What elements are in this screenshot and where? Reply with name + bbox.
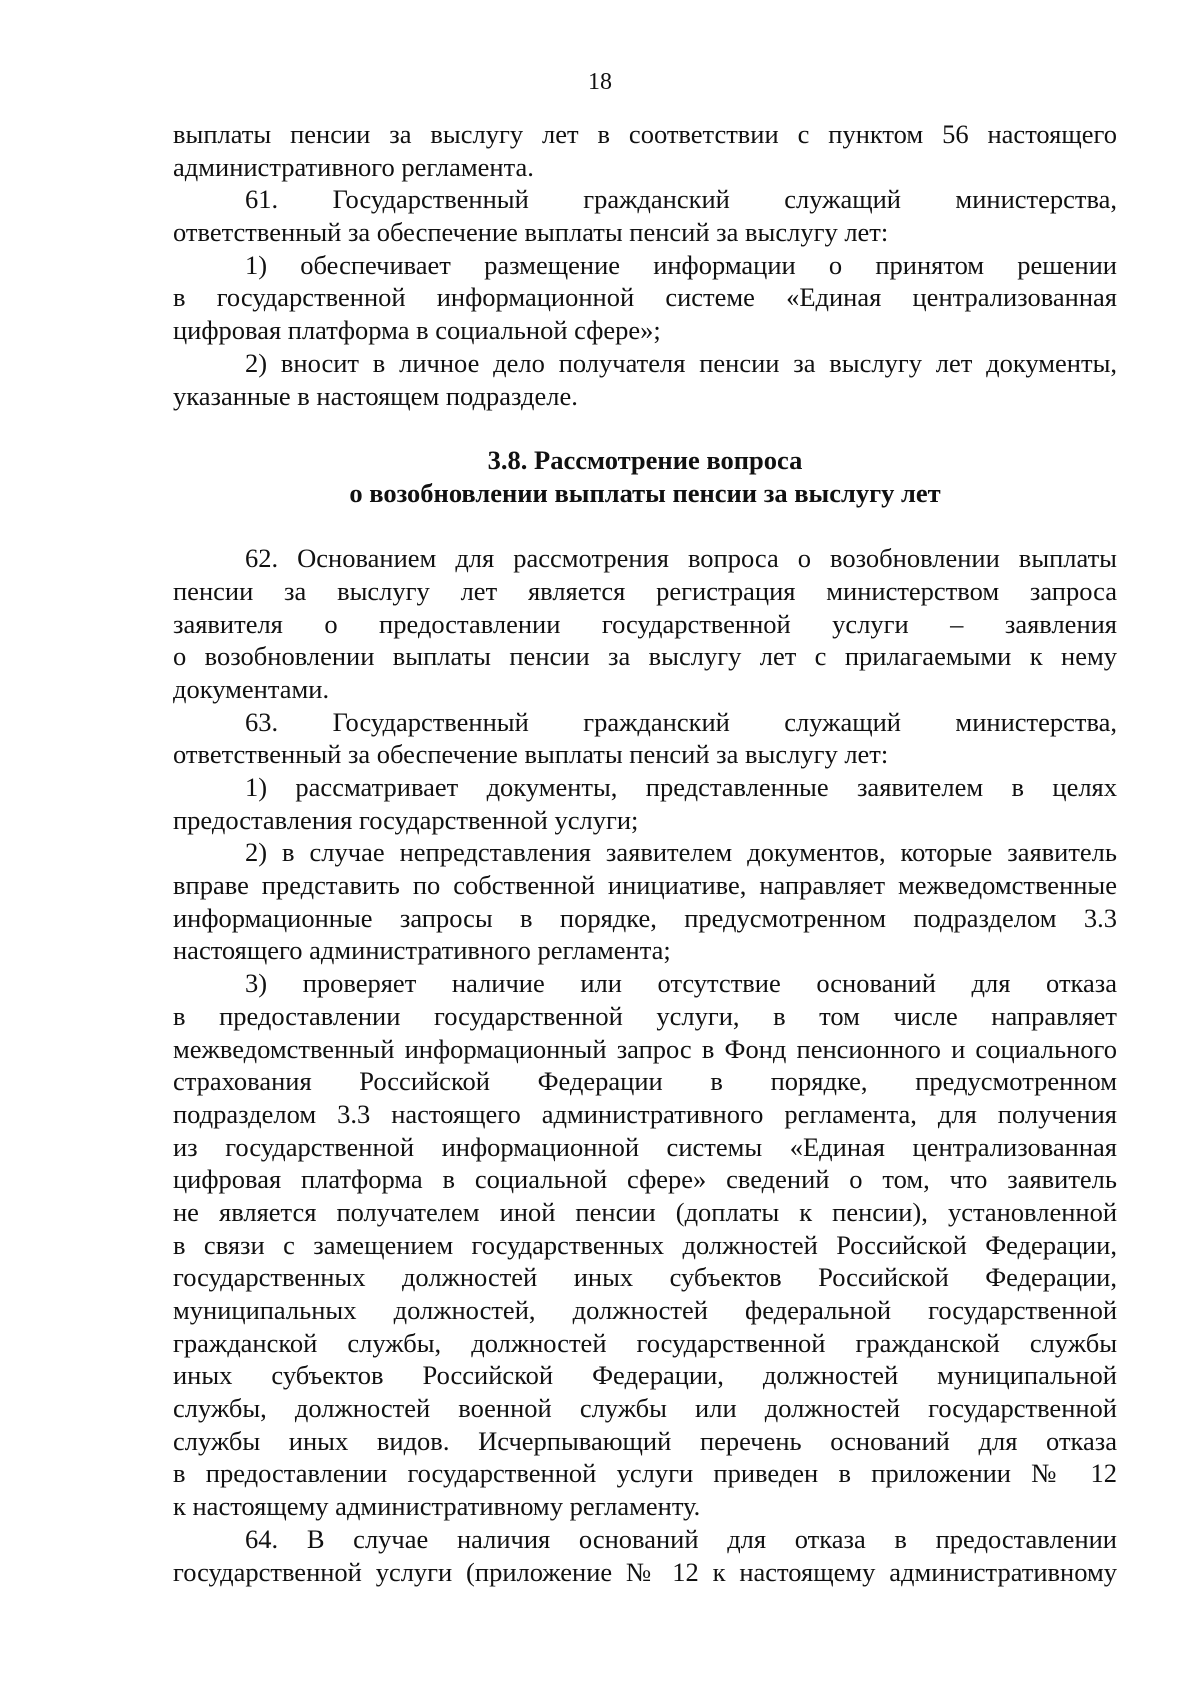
text-line: заявителя о предоставлении государственной услуги – заявления	[173, 608, 1117, 639]
text-line: документами.	[173, 673, 330, 704]
text-line: 64. В случае наличия оснований для отказа в предоставлении	[245, 1523, 1117, 1554]
text-line: в государственной информационной системе «Единая централизованная	[173, 282, 1117, 313]
text-line: в предоставлении государственной услуги, в том числе направляет	[173, 1000, 1117, 1031]
text-line: подразделом 3.3 настоящего административного регламента, для получения	[173, 1098, 1117, 1129]
text-line: о возобновлении выплаты пенсии за выслугу лет с прилагаемыми к нему	[173, 641, 1117, 672]
text-line: административного регламента.	[173, 151, 534, 182]
text-line: в связи с замещением государственных должностей Российской Федерации,	[173, 1229, 1117, 1260]
text-line: 2) вносит в личное дело получателя пенсии за выслугу лет документы,	[245, 347, 1117, 378]
text-line: информационные запросы в порядке, предусмотренном подразделом 3.3	[173, 902, 1117, 933]
paragraph-63-item-1	[173, 771, 1117, 836]
text-line: межведомственный информационный запрос в Фонд пенсионного и социального	[173, 1033, 1117, 1064]
text-line: государственных должностей иных субъектов Российской Федерации,	[173, 1262, 1117, 1293]
page-number: 18	[588, 69, 612, 95]
spacer	[173, 510, 1117, 542]
text-line: настоящего административного регламента;	[173, 935, 671, 966]
text-line: ответственный за обеспечение выплаты пенсий за выслугу лет:	[173, 217, 889, 248]
text-line: 1) обеспечивает размещение информации о принятом решении	[245, 249, 1117, 280]
text-line: цифровая платформа в социальной сфере»;	[173, 315, 661, 346]
paragraph-61-item-1	[173, 249, 1117, 347]
text-line: в предоставлении государственной услуги приведен в приложении № 12	[173, 1458, 1117, 1489]
text-line: из государственной информационной системы «Единая централизованная	[173, 1131, 1117, 1162]
text-line: гражданской службы, должностей государственной гражданской службы	[173, 1327, 1117, 1358]
text-line: службы, должностей военной службы или должностей государственной	[173, 1393, 1117, 1424]
text-line: выплаты пенсии за выслугу лет в соответствии с пунктом 56 настоящего	[173, 119, 1117, 149]
paragraph-63-item-2	[173, 836, 1117, 967]
text-line: пенсии за выслугу лет является регистрация министерством запроса	[173, 575, 1117, 606]
text-line: указанные в настоящем подразделе.	[173, 380, 578, 411]
text-line: 61. Государственный гражданский служащий министерства,	[245, 184, 1117, 215]
text-line: 2) в случае непредставления заявителем документов, которые заявитель	[245, 837, 1117, 868]
text-line: муниципальных должностей, должностей федеральной государственной	[173, 1295, 1117, 1325]
paragraph-61	[173, 183, 1117, 248]
document-body	[173, 118, 1117, 1588]
heading-line: о возобновлении выплаты пенсии за выслугу лет	[349, 478, 941, 509]
paragraph-63	[173, 706, 1117, 771]
text-line: 62. Основанием для рассмотрения вопроса о возобновлении выплаты	[245, 543, 1117, 574]
text-line: государственной услуги (приложение № 12 к настоящему административному	[173, 1556, 1117, 1587]
text-line: предоставления государственной услуги;	[173, 804, 639, 835]
heading-line: 3.8. Рассмотрение вопроса	[487, 445, 803, 476]
paragraph-64	[173, 1523, 1117, 1588]
text-line: цифровая платформа в социальной сфере» сведений о том, что заявитель	[173, 1164, 1117, 1195]
text-line: вправе представить по собственной инициативе, направляет межведомственные	[173, 870, 1117, 901]
text-line: 1) рассматривает документы, представленные заявителем в целях	[245, 772, 1117, 802]
text-line: страхования Российской Федерации в порядке, предусмотренном	[173, 1066, 1117, 1097]
spacer	[173, 412, 1117, 444]
text-line: 63. Государственный гражданский служащий министерства,	[245, 706, 1117, 737]
paragraph-61-item-2	[173, 347, 1117, 412]
section-heading	[173, 444, 1117, 510]
text-line: не является получателем иной пенсии (доплаты к пенсии), установленной	[173, 1196, 1117, 1227]
paragraph-63-item-3	[173, 967, 1117, 1523]
text-line: к настоящему административному регламенту.	[173, 1491, 701, 1522]
text-line: ответственный за обеспечение выплаты пенсий за выслугу лет:	[173, 739, 889, 770]
text-line: 3) проверяет наличие или отсутствие оснований для отказа	[245, 968, 1117, 999]
text-line: иных субъектов Российской Федерации, должностей муниципальной	[173, 1360, 1117, 1391]
paragraph-continuation	[173, 118, 1117, 183]
text-line: службы иных видов. Исчерпывающий перечень оснований для отказа	[173, 1425, 1117, 1456]
paragraph-62	[173, 542, 1117, 705]
